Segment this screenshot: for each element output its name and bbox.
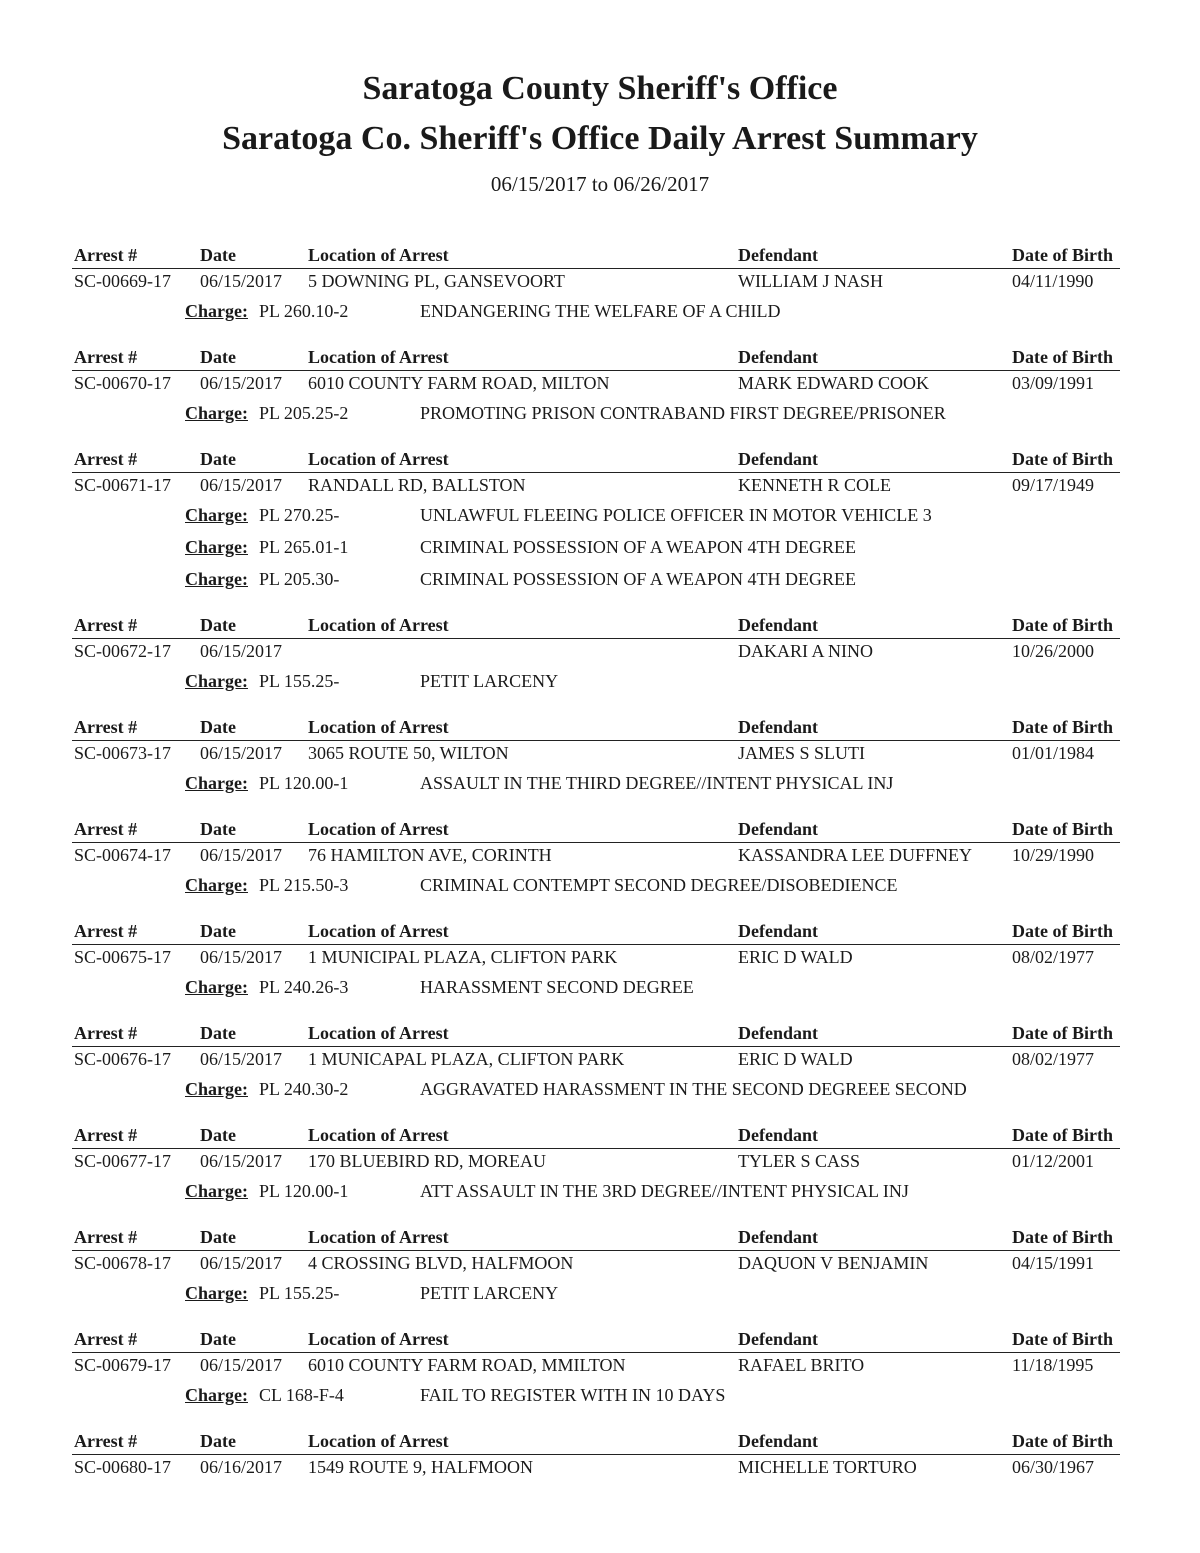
record-row bbox=[72, 269, 1120, 299]
arrest-date: 06/15/2017 bbox=[200, 1151, 283, 1171]
record-spacer bbox=[0, 599, 1200, 614]
charges-list bbox=[0, 1179, 1200, 1211]
record-header bbox=[72, 1124, 1120, 1149]
arrest-date: 06/15/2017 bbox=[200, 845, 283, 865]
defendant-name: JAMES S SLUTI bbox=[738, 743, 866, 763]
charge-line bbox=[185, 1383, 1200, 1415]
arrest-date: 06/15/2017 bbox=[200, 743, 283, 763]
charge-line bbox=[185, 567, 1200, 599]
charge-code: PL 120.00-1 bbox=[259, 773, 349, 793]
charge-code: PL 240.26-3 bbox=[259, 977, 349, 997]
arrest-date: 06/16/2017 bbox=[200, 1457, 283, 1477]
arrest-date: 06/15/2017 bbox=[200, 1253, 283, 1273]
charge-line bbox=[185, 975, 1200, 1007]
record-row bbox=[72, 945, 1120, 975]
charges-list bbox=[0, 669, 1200, 701]
charge-line bbox=[185, 669, 1200, 701]
charge-description: PETIT LARCENY bbox=[420, 671, 559, 691]
defendant-header: Defendant bbox=[738, 921, 818, 941]
arrest-number: SC-00673-17 bbox=[74, 743, 172, 763]
charge-description: CRIMINAL POSSESSION OF A WEAPON 4TH DEGREE bbox=[420, 537, 857, 557]
charge-label: Charge: bbox=[185, 301, 248, 321]
charge-label: Charge: bbox=[185, 977, 248, 997]
location-header: Location of Arrest bbox=[308, 615, 449, 635]
dob-header: Date of Birth bbox=[1012, 1431, 1113, 1451]
arrest-location: 3065 ROUTE 50, WILTON bbox=[308, 743, 509, 763]
arrest-location: 5 DOWNING PL, GANSEVOORT bbox=[308, 271, 565, 291]
location-header: Location of Arrest bbox=[308, 449, 449, 469]
dob-header: Date of Birth bbox=[1012, 1023, 1113, 1043]
charge-line bbox=[185, 771, 1200, 803]
record-header bbox=[72, 1226, 1120, 1251]
arrest-record bbox=[0, 818, 1200, 920]
arrest-date: 06/15/2017 bbox=[200, 1049, 283, 1069]
date-header: Date bbox=[200, 1329, 236, 1349]
defendant-header: Defendant bbox=[738, 717, 818, 737]
record-row bbox=[72, 1455, 1120, 1485]
arrest-location: 170 BLUEBIRD RD, MOREAU bbox=[308, 1151, 547, 1171]
charge-description: ATT ASSAULT IN THE 3RD DEGREE//INTENT PHYSICAL INJ bbox=[420, 1181, 909, 1201]
record-spacer bbox=[0, 1415, 1200, 1430]
record-row bbox=[72, 741, 1120, 771]
record-spacer bbox=[0, 701, 1200, 716]
defendant-header: Defendant bbox=[738, 1227, 818, 1247]
dob-header: Date of Birth bbox=[1012, 1227, 1113, 1247]
record-header bbox=[72, 1328, 1120, 1353]
dob-header: Date of Birth bbox=[1012, 819, 1113, 839]
record-spacer bbox=[0, 803, 1200, 818]
charges-list bbox=[0, 401, 1200, 433]
charge-description: ASSAULT IN THE THIRD DEGREE//INTENT PHYSICAL INJ bbox=[420, 773, 894, 793]
defendant-header: Defendant bbox=[738, 615, 818, 635]
dob-header: Date of Birth bbox=[1012, 615, 1113, 635]
defendant-dob: 10/29/1990 bbox=[1012, 845, 1095, 865]
record-header bbox=[72, 716, 1120, 741]
defendant-dob: 06/30/1967 bbox=[1012, 1457, 1095, 1477]
dob-header: Date of Birth bbox=[1012, 921, 1113, 941]
defendant-header: Defendant bbox=[738, 1329, 818, 1349]
record-spacer bbox=[0, 1485, 1200, 1500]
date-header: Date bbox=[200, 819, 236, 839]
charge-code: PL 155.25- bbox=[259, 671, 340, 691]
arrest-number-header: Arrest # bbox=[74, 1431, 138, 1451]
charges-list bbox=[0, 771, 1200, 803]
charges-list bbox=[0, 975, 1200, 1007]
record-header bbox=[72, 244, 1120, 269]
defendant-header: Defendant bbox=[738, 245, 818, 265]
arrest-location: 1549 ROUTE 9, HALFMOON bbox=[308, 1457, 533, 1477]
arrest-location: 1 MUNICAPAL PLAZA, CLIFTON PARK bbox=[308, 1049, 625, 1069]
charge-description: ENDANGERING THE WELFARE OF A CHILD bbox=[420, 301, 781, 321]
arrest-number: SC-00680-17 bbox=[74, 1457, 172, 1477]
charge-label: Charge: bbox=[185, 1181, 248, 1201]
charge-label: Charge: bbox=[185, 1385, 248, 1405]
arrest-number: SC-00671-17 bbox=[74, 475, 172, 495]
arrest-record bbox=[0, 244, 1200, 346]
dob-header: Date of Birth bbox=[1012, 1329, 1113, 1349]
location-header: Location of Arrest bbox=[308, 1431, 449, 1451]
arrest-number: SC-00678-17 bbox=[74, 1253, 172, 1273]
date-header: Date bbox=[200, 1023, 236, 1043]
date-header: Date bbox=[200, 717, 236, 737]
arrest-number: SC-00679-17 bbox=[74, 1355, 172, 1375]
location-header: Location of Arrest bbox=[308, 245, 449, 265]
arrest-record bbox=[0, 448, 1200, 614]
record-header bbox=[72, 1022, 1120, 1047]
report-title: Saratoga Co. Sheriff's Office Daily Arrest Summary bbox=[222, 120, 978, 157]
defendant-name: ERIC D WALD bbox=[738, 947, 853, 967]
record-spacer bbox=[0, 1109, 1200, 1124]
charge-line bbox=[185, 873, 1200, 905]
defendant-dob: 03/09/1991 bbox=[1012, 373, 1095, 393]
arrest-record bbox=[0, 1328, 1200, 1430]
charge-label: Charge: bbox=[185, 403, 248, 423]
charge-description: FAIL TO REGISTER WITH IN 10 DAYS bbox=[420, 1385, 726, 1405]
defendant-header: Defendant bbox=[738, 1431, 818, 1451]
arrest-number-header: Arrest # bbox=[74, 1125, 138, 1145]
dob-header: Date of Birth bbox=[1012, 449, 1113, 469]
record-header bbox=[72, 818, 1120, 843]
defendant-header: Defendant bbox=[738, 1023, 818, 1043]
charge-line bbox=[185, 299, 1200, 331]
dob-header: Date of Birth bbox=[1012, 347, 1113, 367]
arrest-record bbox=[0, 1226, 1200, 1328]
arrest-number: SC-00674-17 bbox=[74, 845, 172, 865]
arrest-record bbox=[0, 1430, 1200, 1500]
record-spacer bbox=[0, 433, 1200, 448]
record-header bbox=[72, 920, 1120, 945]
arrest-number-header: Arrest # bbox=[74, 1227, 138, 1247]
defendant-dob: 08/02/1977 bbox=[1012, 1049, 1095, 1069]
charge-description: HARASSMENT SECOND DEGREE bbox=[420, 977, 694, 997]
arrest-number-header: Arrest # bbox=[74, 347, 138, 367]
defendant-header: Defendant bbox=[738, 347, 818, 367]
charge-code: PL 265.01-1 bbox=[259, 537, 349, 557]
defendant-name: DAKARI A NINO bbox=[738, 641, 873, 661]
charges-list bbox=[0, 1383, 1200, 1415]
arrest-record bbox=[0, 614, 1200, 716]
charge-code: PL 155.25- bbox=[259, 1283, 340, 1303]
charge-code: PL 260.10-2 bbox=[259, 301, 349, 321]
record-row bbox=[72, 473, 1120, 503]
location-header: Location of Arrest bbox=[308, 921, 449, 941]
record-spacer bbox=[0, 1313, 1200, 1328]
charge-line bbox=[185, 1281, 1200, 1313]
record-row bbox=[72, 1149, 1120, 1179]
arrest-location: RANDALL RD, BALLSTON bbox=[308, 475, 526, 495]
defendant-name: KASSANDRA LEE DUFFNEY bbox=[738, 845, 973, 865]
record-row bbox=[72, 639, 1120, 669]
defendant-name: KENNETH R COLE bbox=[738, 475, 891, 495]
charge-label: Charge: bbox=[185, 569, 248, 589]
charge-code: CL 168-F-4 bbox=[259, 1385, 344, 1405]
location-header: Location of Arrest bbox=[308, 819, 449, 839]
defendant-name: DAQUON V BENJAMIN bbox=[738, 1253, 929, 1273]
record-header bbox=[72, 346, 1120, 371]
record-row bbox=[72, 371, 1120, 401]
record-header bbox=[72, 448, 1120, 473]
location-header: Location of Arrest bbox=[308, 1329, 449, 1349]
arrest-number-header: Arrest # bbox=[74, 921, 138, 941]
arrest-number-header: Arrest # bbox=[74, 1023, 138, 1043]
location-header: Location of Arrest bbox=[308, 1125, 449, 1145]
record-spacer bbox=[0, 1007, 1200, 1022]
defendant-name: ERIC D WALD bbox=[738, 1049, 853, 1069]
date-header: Date bbox=[200, 245, 236, 265]
record-spacer bbox=[0, 905, 1200, 920]
date-header: Date bbox=[200, 449, 236, 469]
defendant-dob: 01/01/1984 bbox=[1012, 743, 1095, 763]
charge-label: Charge: bbox=[185, 537, 248, 557]
arrest-date: 06/15/2017 bbox=[200, 641, 283, 661]
defendant-name: RAFAEL BRITO bbox=[738, 1355, 865, 1375]
arrest-records bbox=[0, 244, 1200, 1500]
charge-label: Charge: bbox=[185, 1283, 248, 1303]
arrest-number-header: Arrest # bbox=[74, 615, 138, 635]
charges-list bbox=[0, 1077, 1200, 1109]
defendant-header: Defendant bbox=[738, 1125, 818, 1145]
charges-list bbox=[0, 1281, 1200, 1313]
arrest-record bbox=[0, 346, 1200, 448]
dob-header: Date of Birth bbox=[1012, 717, 1113, 737]
location-header: Location of Arrest bbox=[308, 717, 449, 737]
charge-description: UNLAWFUL FLEEING POLICE OFFICER IN MOTOR VEHICLE 3 bbox=[420, 505, 932, 525]
arrest-number: SC-00677-17 bbox=[74, 1151, 172, 1171]
charge-line bbox=[185, 1077, 1200, 1109]
charges-list bbox=[0, 873, 1200, 905]
date-header: Date bbox=[200, 1125, 236, 1145]
arrest-date: 06/15/2017 bbox=[200, 271, 283, 291]
arrest-record bbox=[0, 1022, 1200, 1124]
defendant-dob: 04/11/1990 bbox=[1012, 271, 1094, 291]
record-header bbox=[72, 614, 1120, 639]
defendant-name: WILLIAM J NASH bbox=[738, 271, 883, 291]
date-header: Date bbox=[200, 921, 236, 941]
charge-description: CRIMINAL POSSESSION OF A WEAPON 4TH DEGREE bbox=[420, 569, 857, 589]
date-header: Date bbox=[200, 347, 236, 367]
charges-list bbox=[0, 503, 1200, 599]
charge-code: PL 205.25-2 bbox=[259, 403, 349, 423]
charge-line bbox=[185, 503, 1200, 535]
arrest-record bbox=[0, 716, 1200, 818]
dob-header: Date of Birth bbox=[1012, 245, 1113, 265]
report-date-range: 06/15/2017 to 06/26/2017 bbox=[490, 172, 710, 196]
date-header: Date bbox=[200, 1431, 236, 1451]
defendant-dob: 11/18/1995 bbox=[1012, 1355, 1094, 1375]
arrest-date: 06/15/2017 bbox=[200, 373, 283, 393]
date-header: Date bbox=[200, 615, 236, 635]
record-spacer bbox=[0, 331, 1200, 346]
charge-code: PL 240.30-2 bbox=[259, 1079, 349, 1099]
charges-list bbox=[0, 299, 1200, 331]
date-header: Date bbox=[200, 1227, 236, 1247]
charge-label: Charge: bbox=[185, 875, 248, 895]
office-title: Saratoga County Sheriff's Office bbox=[362, 70, 838, 107]
charge-label: Charge: bbox=[185, 505, 248, 525]
arrest-location: 76 HAMILTON AVE, CORINTH bbox=[308, 845, 552, 865]
arrest-number: SC-00676-17 bbox=[74, 1049, 172, 1069]
arrest-number-header: Arrest # bbox=[74, 245, 138, 265]
charge-description: AGGRAVATED HARASSMENT IN THE SECOND DEGREEE SECOND bbox=[420, 1079, 967, 1099]
record-header bbox=[72, 1430, 1120, 1455]
arrest-location: 1 MUNICIPAL PLAZA, CLIFTON PARK bbox=[308, 947, 618, 967]
location-header: Location of Arrest bbox=[308, 1227, 449, 1247]
arrest-number: SC-00672-17 bbox=[74, 641, 172, 661]
charge-label: Charge: bbox=[185, 773, 248, 793]
defendant-header: Defendant bbox=[738, 819, 818, 839]
arrest-location: 6010 COUNTY FARM ROAD, MILTON bbox=[308, 373, 610, 393]
arrest-record bbox=[0, 1124, 1200, 1226]
defendant-dob: 10/26/2000 bbox=[1012, 641, 1095, 661]
defendant-dob: 04/15/1991 bbox=[1012, 1253, 1095, 1273]
arrest-number-header: Arrest # bbox=[74, 449, 138, 469]
dob-header: Date of Birth bbox=[1012, 1125, 1113, 1145]
charge-line bbox=[185, 1179, 1200, 1211]
arrest-number: SC-00670-17 bbox=[74, 373, 172, 393]
charge-description: PETIT LARCENY bbox=[420, 1283, 559, 1303]
defendant-dob: 09/17/1949 bbox=[1012, 475, 1095, 495]
record-row bbox=[72, 843, 1120, 873]
record-row bbox=[72, 1251, 1120, 1281]
charge-line bbox=[185, 535, 1200, 567]
defendant-dob: 08/02/1977 bbox=[1012, 947, 1095, 967]
defendant-name: TYLER S CASS bbox=[738, 1151, 861, 1171]
charge-line bbox=[185, 401, 1200, 433]
arrest-date: 06/15/2017 bbox=[200, 1355, 283, 1375]
record-row bbox=[72, 1047, 1120, 1077]
arrest-date: 06/15/2017 bbox=[200, 947, 283, 967]
defendant-name: MARK EDWARD COOK bbox=[738, 373, 930, 393]
location-header: Location of Arrest bbox=[308, 347, 449, 367]
arrest-number: SC-00675-17 bbox=[74, 947, 172, 967]
arrest-number-header: Arrest # bbox=[74, 1329, 138, 1349]
charge-description: CRIMINAL CONTEMPT SECOND DEGREE/DISOBEDIENCE bbox=[420, 875, 898, 895]
arrest-number-header: Arrest # bbox=[74, 819, 138, 839]
record-row bbox=[72, 1353, 1120, 1383]
arrest-location: 4 CROSSING BLVD, HALFMOON bbox=[308, 1253, 574, 1273]
charge-label: Charge: bbox=[185, 671, 248, 691]
charge-code: PL 205.30- bbox=[259, 569, 340, 589]
arrest-number: SC-00669-17 bbox=[74, 271, 172, 291]
record-spacer bbox=[0, 1211, 1200, 1226]
arrest-date: 06/15/2017 bbox=[200, 475, 283, 495]
defendant-name: MICHELLE TORTURO bbox=[738, 1457, 917, 1477]
charge-code: PL 120.00-1 bbox=[259, 1181, 349, 1201]
arrest-record bbox=[0, 920, 1200, 1022]
arrest-number-header: Arrest # bbox=[74, 717, 138, 737]
location-header: Location of Arrest bbox=[308, 1023, 449, 1043]
charge-code: PL 270.25- bbox=[259, 505, 340, 525]
defendant-dob: 01/12/2001 bbox=[1012, 1151, 1095, 1171]
charge-code: PL 215.50-3 bbox=[259, 875, 349, 895]
defendant-header: Defendant bbox=[738, 449, 818, 469]
arrest-location: 6010 COUNTY FARM ROAD, MMILTON bbox=[308, 1355, 626, 1375]
charge-label: Charge: bbox=[185, 1079, 248, 1099]
charge-description: PROMOTING PRISON CONTRABAND FIRST DEGREE/PRISONER bbox=[420, 403, 946, 423]
